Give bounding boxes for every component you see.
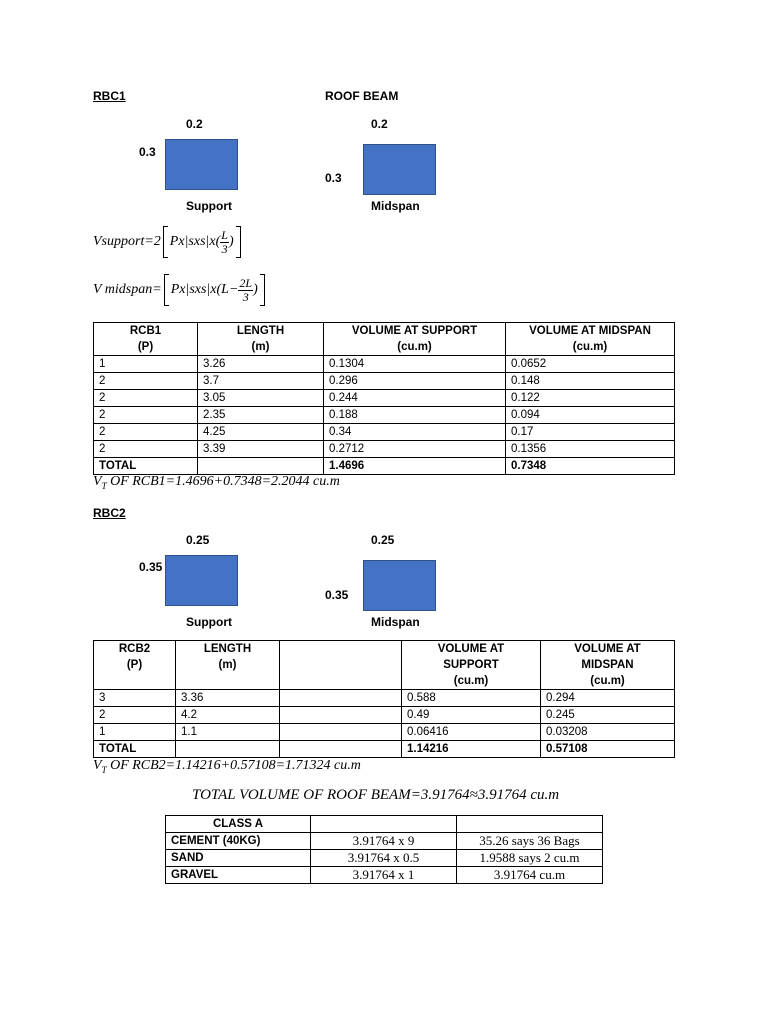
table-row: 2 4.2 0.49 0.245 — [94, 707, 675, 724]
rbc2-table — [93, 640, 675, 758]
rbc2-midspan-height: 0.35 — [325, 588, 349, 602]
rbc1-support-section — [165, 139, 238, 190]
table-row: 2 2.35 0.188 0.094 — [94, 407, 675, 424]
rbc2-midspan-caption: Midspan — [371, 615, 420, 629]
rbc1-midspan-caption: Midspan — [371, 199, 420, 213]
rbc1-header-length: LENGTH (m) — [198, 323, 324, 356]
equation-support: Vsupport=2 Px|sxs|x( $\frac{L}{3}$ ) — [93, 226, 243, 258]
rbc1-support-width: 0.2 — [186, 117, 203, 131]
rbc1-title: RBC1 — [93, 89, 126, 103]
table-total-row: TOTAL 1.4696 0.7348 — [94, 458, 675, 475]
rbc2-header-length: LENGTH (m) — [176, 641, 280, 690]
rbc2-midspan-width: 0.25 — [371, 533, 395, 547]
rbc2-header-blank — [280, 641, 402, 690]
table-row: 2 3.05 0.244 0.122 — [94, 390, 675, 407]
rbc2-support-caption: Support — [186, 615, 232, 629]
table-row: 2 3.7 0.296 0.148 — [94, 373, 675, 390]
roof-beam-title: ROOF BEAM — [325, 89, 399, 103]
rbc2-total-volume: $V_T$ OF RCB2=1.14216+0.57108=1.71324 cu.m — [93, 758, 361, 775]
table-row: 2 4.25 0.34 0.17 — [94, 424, 675, 441]
rbc1-support-caption: Support — [186, 199, 232, 213]
table-row: 2 3.39 0.2712 0.1356 — [94, 441, 675, 458]
rbc2-midspan-section — [363, 560, 436, 611]
equation-midspan: V midspan= Px|sxs|x(L− $\frac{2L}{3}$ ) — [93, 274, 267, 306]
rbc1-midspan-section — [363, 144, 436, 195]
table-row: 1 1.1 0.06416 0.03208 — [94, 724, 675, 741]
rbc1-midspan-height: 0.3 — [325, 171, 342, 185]
table-row: GRAVEL 3.91764 x 1 3.91764 cu.m — [166, 867, 603, 884]
rbc1-header-vol-midspan: VOLUME AT MIDSPAN (cu.m) — [506, 323, 675, 356]
total-roof-beam-volume: TOTAL VOLUME OF ROOF BEAM=3.91764≈3.91764 cu.m — [192, 787, 560, 803]
rbc2-header-p: RCB2 (P) — [94, 641, 176, 690]
rbc1-header-p: RCB1 (P) — [94, 323, 198, 356]
rbc2-support-width: 0.25 — [186, 533, 210, 547]
table-row: 1 3.26 0.1304 0.0652 — [94, 356, 675, 373]
rbc2-support-section — [165, 555, 238, 606]
rbc1-support-height: 0.3 — [139, 145, 156, 159]
rbc2-header-vol-midspan: VOLUME AT MIDSPAN (cu.m) — [541, 641, 675, 690]
rbc1-header-vol-support: VOLUME AT SUPPORT (cu.m) — [324, 323, 506, 356]
table-total-row: TOTAL 1.14216 0.57108 — [94, 741, 675, 758]
table-row: 3 3.36 0.588 0.294 — [94, 690, 675, 707]
rbc1-midspan-width: 0.2 — [371, 117, 388, 131]
materials-table — [165, 815, 603, 884]
rbc1-table — [93, 322, 675, 475]
rbc2-support-height: 0.35 — [139, 560, 163, 574]
table-row: CEMENT (40KG) 3.91764 x 9 35.26 says 36 Bags — [166, 833, 603, 850]
rbc2-title: RBC2 — [93, 506, 126, 520]
materials-class-header: CLASS A — [166, 816, 311, 833]
rbc2-header-vol-support: VOLUME AT SUPPORT (cu.m) — [402, 641, 541, 690]
table-row: SAND 3.91764 x 0.5 1.9588 says 2 cu.m — [166, 850, 603, 867]
rbc1-total-volume: $V_T$ OF RCB1=1.4696+0.7348=2.2044 cu.m — [93, 474, 340, 491]
